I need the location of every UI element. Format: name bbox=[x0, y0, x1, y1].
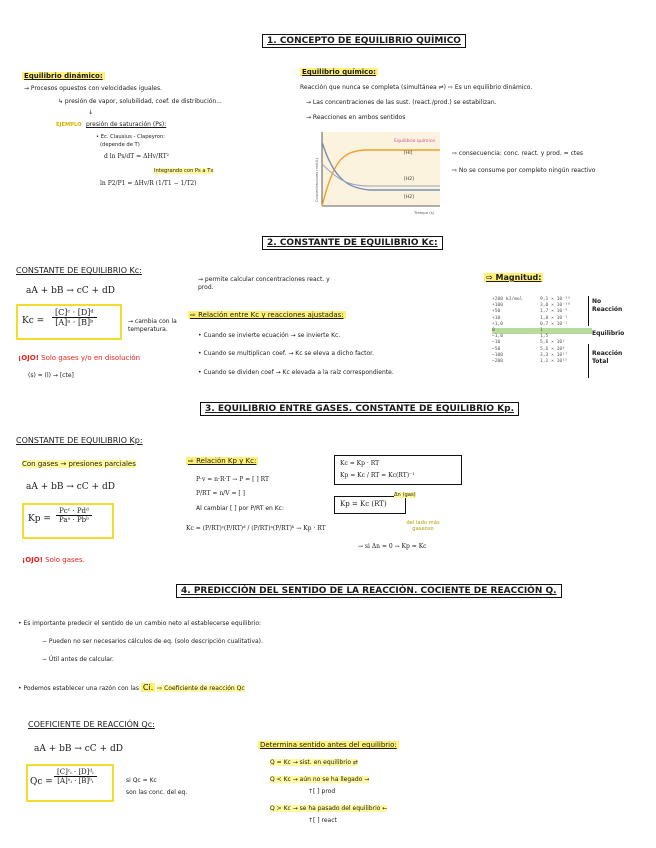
qc-si2: son las conc. del eq. bbox=[126, 789, 188, 796]
relacion-heading: ⇨ Relación entre Kc y reacciones ajustadas: bbox=[190, 311, 344, 319]
qc-denominator: [A]ᵃᵢ · [B]ᵇᵢ bbox=[57, 777, 94, 785]
kc-reaction: aA + bB → cC + dD bbox=[26, 286, 115, 296]
qc-heading: COEFICIENTE DE REACCIÓN Qc: bbox=[28, 720, 155, 729]
quimico-line1: Reacción que nunca se completa (simultánea ⇌) ⇨ Es un equilibrio dinámico. bbox=[300, 84, 533, 91]
kp-cambiar: Al cambiar [ ] por P/RT en Kc: bbox=[196, 505, 284, 512]
quimico-line3: → Reacciones en ambos sentidos bbox=[306, 114, 406, 121]
qc-label: Qc = bbox=[30, 777, 53, 787]
s4-bullet2: • Podemos establecer una razón con las Ci. ⇨ Coeficiente de reacción Qc bbox=[18, 683, 245, 692]
qc-numerator: [C]ᶜᵢ · [D]ᵈᵢ bbox=[54, 768, 97, 777]
s4-bullet1b: − Útil antes de calcular. bbox=[42, 656, 114, 663]
quimico-heading: Equilibrio químico: bbox=[302, 68, 376, 76]
kp-kc-eq: Kc = (P/RT)ᶜ(P/RT)ᵈ / (P/RT)ᵃ(P/RT)ᵇ → Kp · RT bbox=[186, 525, 326, 532]
section-4-title: 4. PREDICCIÓN DEL SENTIDO DE LA REACCIÓN. COCIENTE DE REACCIÓN Q. bbox=[176, 584, 562, 598]
down-arrow: ↓ bbox=[88, 109, 94, 116]
kp-box-line1: Kc = Kp · RT bbox=[340, 460, 380, 467]
kc-numerator: [C]ᶜ · [D]ᵈ bbox=[52, 308, 97, 318]
kc-fraction bbox=[52, 308, 97, 327]
s4-bullet1: • Es importante predecir el sentido de un cambio neto al establecerse equilibrio: bbox=[18, 620, 262, 627]
no-consume: ⇨ No se consume por completo ningún reactivo bbox=[452, 167, 596, 174]
kp-exponent: Δn (gas) bbox=[394, 492, 416, 498]
kp-label: Kp = bbox=[28, 514, 51, 524]
qc-fraction bbox=[54, 768, 97, 785]
integrated-formula: ln P2/P1 = ΔHv/R (1/T1 − 1/T2) bbox=[100, 180, 197, 187]
qc-si: si Qc = Kc bbox=[126, 777, 157, 784]
chart-title: Equilibrio químico bbox=[394, 139, 436, 144]
kp-gas-note: del lado más gaseoso bbox=[406, 520, 440, 532]
q-greater-note: ↑[ ] react bbox=[308, 817, 337, 824]
chart-label-i2: [H2] bbox=[404, 195, 414, 200]
quimico-line2: → Las concentraciones de las sust. (react./prod.) se estabilizan. bbox=[306, 99, 497, 106]
section-1-title: 1. CONCEPTO DE EQUILIBRIO QUÍMICO bbox=[262, 34, 466, 48]
q-less: Q < Kc → aún no se ha llegado → bbox=[270, 776, 370, 783]
kc-temp-note: → cambia con la temperatura. bbox=[128, 318, 177, 333]
chart-ylabel: Concentraciones (mol/L) bbox=[315, 158, 319, 202]
kc-heading: CONSTANTE DE EQUILIBRIO Kc: bbox=[16, 266, 142, 275]
label-equilibrio: Equilibrio bbox=[592, 330, 625, 337]
label-no-reaccion: No Reacción bbox=[592, 298, 623, 313]
section-3-title: 3. EQUILIBRIO ENTRE GASES. CONSTANTE DE EQUILIBRIO Kp. bbox=[200, 402, 519, 416]
kp-numerator: Pcᶜ · Pdᵈ bbox=[56, 507, 92, 516]
kp-denominator: Paᵃ · Pbᵇ bbox=[59, 516, 89, 524]
kp-relation-heading: ⇨ Relación Kp y Kc: bbox=[188, 457, 257, 465]
dinamico-line1: → Procesos opuestos con velocidades iguales. bbox=[24, 85, 163, 92]
det-heading: Determina sentido antes del equilibrio: bbox=[260, 741, 397, 749]
q-less-note: ↑[ ] prod bbox=[308, 788, 336, 795]
relacion-1: • Cuando se invierte ecuación → se invierte Kc. bbox=[198, 332, 341, 339]
kc-label: Kc = bbox=[22, 316, 45, 326]
kp-box-line2: Kp = Kc / RT = Kc(RT)⁻¹ bbox=[340, 472, 415, 479]
magnitud-bracket-top bbox=[588, 296, 589, 326]
ejemplo-text: presión de saturación (Ps): bbox=[86, 121, 167, 128]
kp-ojo: ¡OJO! Solo gases. bbox=[22, 556, 85, 564]
dinamico-line2: ↳ presión de vapor, solubilidad, coef. de distribución... bbox=[58, 98, 222, 105]
clausius-sub: (depende de T) bbox=[100, 142, 140, 148]
chart-xlabel: Tiempo (s) bbox=[414, 210, 435, 215]
kp-pv: P·v = n·R·T → P = [ ] RT bbox=[196, 476, 270, 483]
q-equal: Q = Kc → sist. en equilibrio ⇄ bbox=[270, 759, 358, 766]
kp-fraction bbox=[56, 507, 92, 524]
s4-bullet1a: − Pueden no ser necesarios cálculos de eq. (solo descripción cualitativa). bbox=[42, 638, 263, 645]
chart-label-h2: [H2] bbox=[404, 177, 414, 182]
kp-heading: CONSTANTE DE EQUILIBRIO Kp: bbox=[16, 436, 143, 445]
kp-prt: P/RT = n/V = [ ] bbox=[196, 490, 245, 497]
kp-con: Con gases → presiones parciales bbox=[22, 460, 136, 468]
clausius-title: • Ec. Clausius - Clapeyron: bbox=[96, 134, 165, 140]
q-greater: Q > Kc → se ha pasado del equilibrio ← bbox=[270, 805, 388, 812]
ci-highlight: Ci. bbox=[142, 683, 154, 692]
label-reaccion-total: Reacción Total bbox=[592, 350, 623, 365]
kc-permite: → permite calcular concentraciones react. y prod. bbox=[198, 276, 330, 291]
ejemplo-label: EJEMPLO bbox=[56, 122, 82, 128]
relacion-2: • Cuando se multiplican coef. → Kc se eleva a dicho factor. bbox=[198, 350, 375, 357]
magnitud-table-left: +200 kJ/mol +100 +50 +10 +1,0 0 −1,0 −10 −50 −100 −200 bbox=[492, 297, 592, 365]
kc-ojo: ¡OJO! Solo gases y/o en disolución bbox=[18, 354, 141, 362]
kp-reaction: aA + bB → cC + dD bbox=[26, 482, 115, 492]
kc-denominator: [A]ᵃ · [B]ᵇ bbox=[55, 318, 94, 327]
clausius-formula: d ln Ps/dT = ΔHv/RT² bbox=[104, 153, 169, 160]
integrando-note: Integrando con Ps a Tx bbox=[154, 168, 214, 174]
magnitud-table-right: 9,1 × 10⁻³⁶ 3,0 × 10⁻¹⁸ 1,7 × 10⁻⁹ 1,8 × 10⁻² 0,7 × 10⁻¹ 1 1,5 5,6 × 10¹ 5,6 × 10⁸ 3,3 × 10¹⁷ 1,1 × 10³⁵ bbox=[540, 297, 571, 364]
kc-solids: (s) = (l) → [cte] bbox=[28, 372, 74, 379]
qc-reaction: aA + bB → cC + dD bbox=[34, 744, 123, 754]
dinamico-heading: Equilibrio dinámico: bbox=[24, 72, 103, 80]
kp-delta: → si Δn = 0 → Kp = Kc bbox=[358, 543, 427, 550]
section-2-title: 2. CONSTANTE DE EQUILIBRIO Kc: bbox=[262, 236, 443, 250]
magnitud-heading: ⇨ Magnitud: bbox=[486, 273, 542, 282]
kp-main-formula: Kp = Kc (RT) bbox=[340, 500, 387, 508]
chart-label-hi: [HI] bbox=[404, 151, 413, 156]
equilibrium-chart bbox=[314, 130, 444, 218]
relacion-3: • Cuando se dividen coef → Kc elevada a la raíz correspondiente. bbox=[198, 369, 394, 376]
consecuencia: ⇨ consecuencia: conc. react. y prod. = ctes bbox=[452, 150, 584, 157]
magnitud-bracket-bottom bbox=[588, 344, 589, 378]
